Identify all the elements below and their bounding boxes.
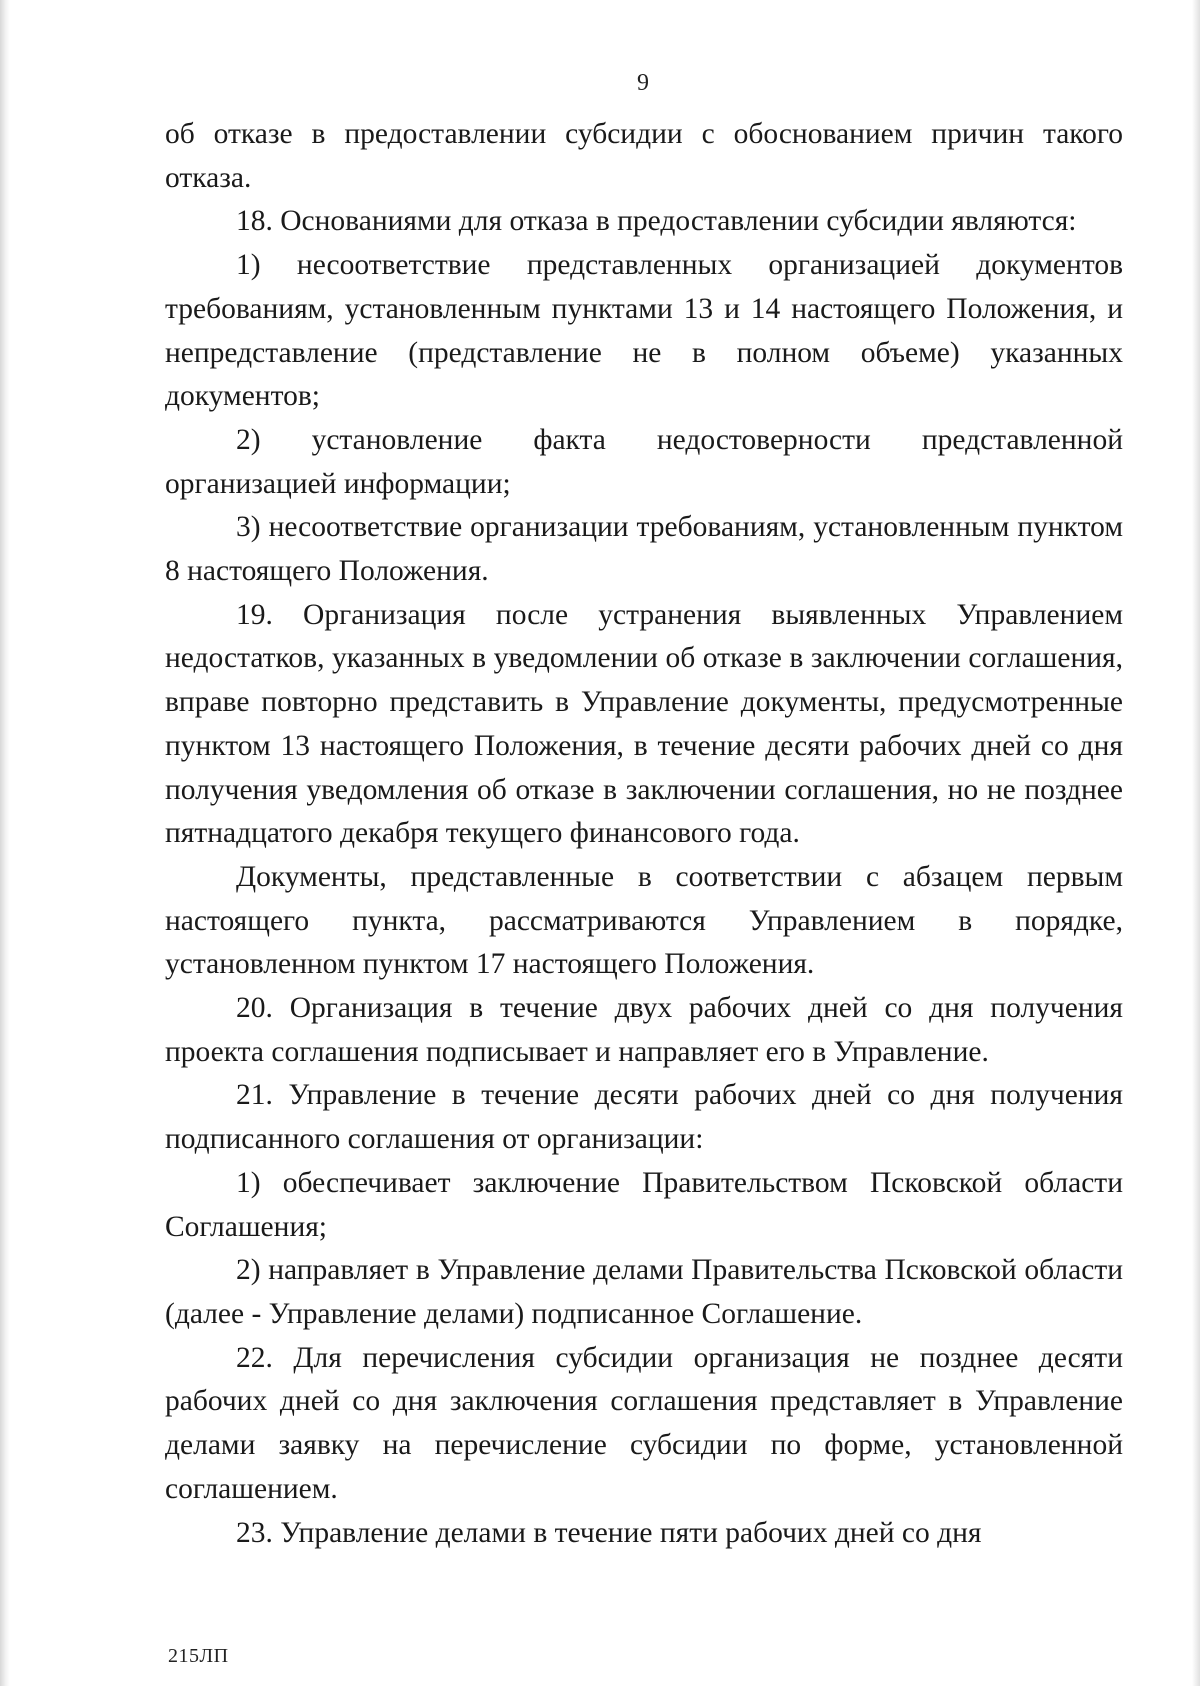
paragraph: 1) обеспечивает заключение Правительством Псковской области Соглашения; xyxy=(165,1166,1123,1243)
paragraph: 1) несоответствие представленных организацией документов требованиям, установленным пунктами 13 и 14 настоящего Положения, и непредставление (представление не в полном объеме) указанных документов; xyxy=(165,249,1123,413)
page-number: 9 xyxy=(637,70,649,96)
document-body xyxy=(165,113,1123,1555)
paragraph: 19. Организация после устранения выявленных Управлением недостатков, указанных в уведомлении об отказе в заключении соглашения, вправе повторно представить в Управление документы, предусмотренные пунктом 13 настоящего Положения, в течение десяти рабочих дней со дня получения уведомления об отказе в заключении соглашения, но не позднее пятнадцатого декабря текущего финансового года. xyxy=(165,598,1123,850)
paragraph: 23. Управление делами в течение пяти рабочих дней со дня xyxy=(236,1516,982,1549)
paragraph: 2) направляет в Управление делами Правительства Псковской области (далее - Управление делами) подписанное Соглашение. xyxy=(165,1254,1123,1330)
paragraph: 2) установление факта недостоверности представленной организацией информации; xyxy=(165,423,1123,500)
paragraph: 22. Для перечисления субсидии организация не позднее десяти рабочих дней со дня заключения соглашения представляет в Управление делами заявку на перечисление субсидии по форме, установленной соглашением. xyxy=(165,1341,1123,1505)
paragraph: 18. Основаниями для отказа в предоставлении субсидии являются: xyxy=(236,205,1077,238)
paragraph: об отказе в предоставлении субсидии с обоснованием причин такого отказа. xyxy=(165,118,1123,194)
paragraph: Документы, представленные в соответствии с абзацем первым настоящего пункта, рассматриваются Управлением в порядке, установленном пунктом 17 настоящего Положения. xyxy=(165,860,1123,981)
scan-edge-left xyxy=(0,0,10,1686)
paragraph: 21. Управление в течение десяти рабочих дней со дня получения подписанного соглашения от организации: xyxy=(165,1079,1123,1156)
scan-edge-right xyxy=(1192,0,1200,1686)
document-code: 215ЛП xyxy=(168,1645,229,1667)
paragraph: 3) несоответствие организации требованиям, установленным пунктом 8 настоящего Положения. xyxy=(165,511,1123,588)
paragraph: 20. Организация в течение двух рабочих дней со дня получения проекта соглашения подписывает и направляет его в Управление. xyxy=(165,992,1123,1068)
